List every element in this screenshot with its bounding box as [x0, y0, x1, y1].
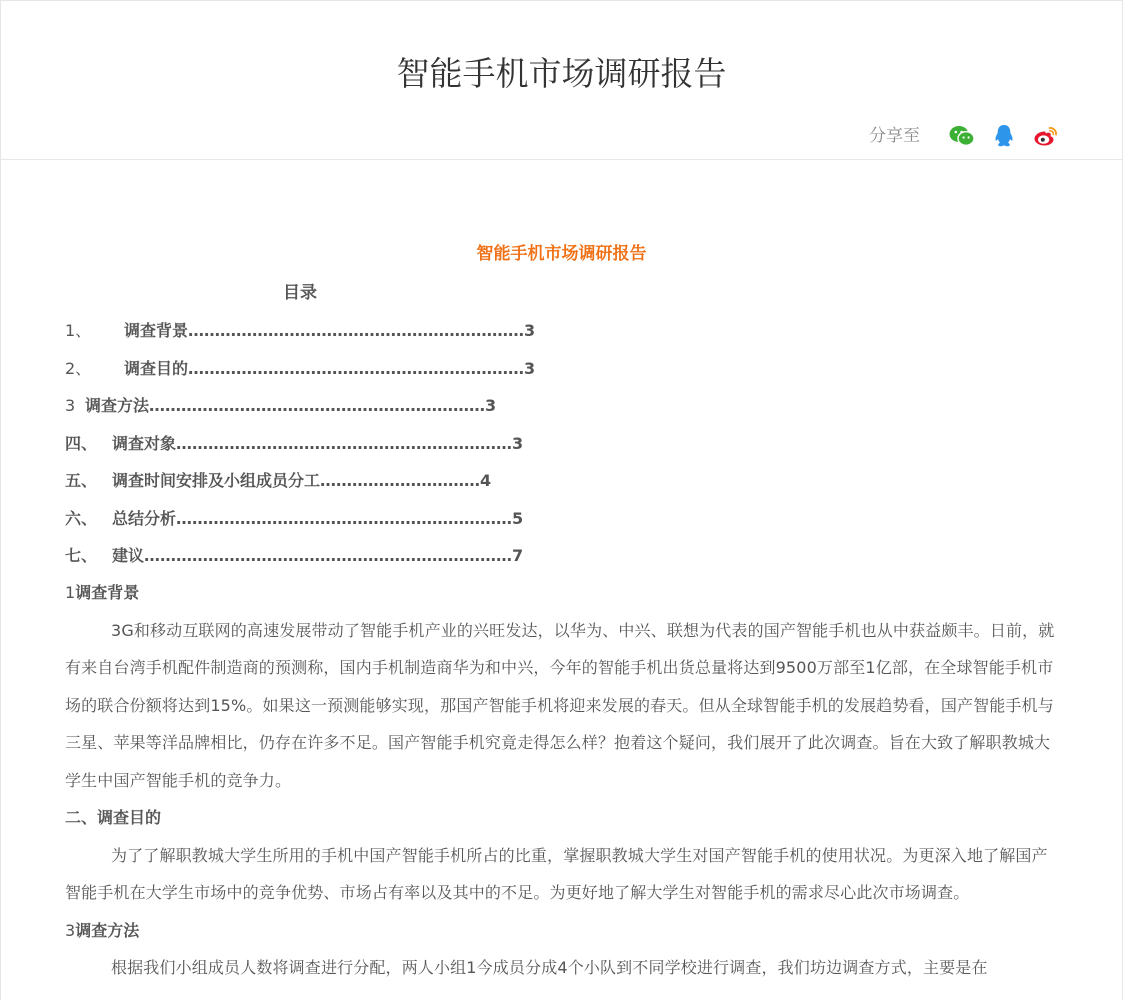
page-title: 智能手机市场调研报告 — [396, 54, 727, 93]
toc-item-number: 3 — [65, 396, 76, 415]
toc-item — [65, 357, 1058, 395]
toc-item — [65, 469, 1058, 507]
toc-item-number: 四、 — [65, 433, 98, 453]
toc-item-text: 调查方法………………………………………………………3 — [85, 396, 497, 415]
toc-item-number: 七、 — [65, 546, 98, 565]
section-title: 二、调查目的 — [65, 808, 162, 827]
section-paragraph: 根据我们小组成员人数将调查进行分配，两人小组1今成员分成4个小队到不同学校进行调查，我们坊边调查方式，主要是在 — [111, 958, 988, 977]
toc-item — [65, 432, 1058, 470]
section-number: 1 — [65, 583, 76, 602]
toc-item-number: 六、 — [65, 508, 98, 528]
toc-item — [65, 319, 1058, 357]
share-label: 分享至 — [869, 126, 920, 146]
toc-item-number: 1、 — [65, 321, 92, 340]
toc-heading: 目录 — [283, 283, 317, 303]
toc-item-text: 调查背景………………………………………………………3 — [124, 321, 536, 340]
qq-icon[interactable] — [990, 122, 1018, 150]
document-title: 智能手机市场调研报告 — [476, 244, 647, 264]
toc-item-number: 五、 — [65, 471, 98, 490]
share-bar — [869, 121, 1060, 151]
section-paragraph: 3G和移动互联网的高速发展带动了智能手机产业的兴旺发达，以华为、中兴、联想为代表的国产智能手机也从中获益颇丰。日前，就有来自台湾手机配件制造商的预测称，国内手机制造商华为和中兴，今年的智能手机出货总量将达到9500万部至1亿部，在全球智能手机市场的联合份额将达到15%。如果这一预测能够实现，那国产智能手机将迎来发展的春天。但从全球智能手机的发展趋势看，国产智能手机与三星、苹果等洋品牌相比，仍存在许多不足。国产智能手机究竟走得怎么样？抱着这个疑问，我们展开了此次调查。旨在大致了解职教城大学生中国产智能手机的竞争力。 — [65, 620, 1055, 790]
toc-item-text: 建议……………………………………………………………7 — [112, 546, 524, 565]
article-header — [1, 1, 1122, 160]
weibo-icon[interactable] — [1032, 122, 1060, 150]
toc-item-text: 总结分析………………………………………………………5 — [112, 508, 524, 528]
toc-item-text: 调查时间安排及小组成员分工…………………………4 — [112, 471, 492, 490]
toc-item — [65, 544, 1058, 582]
document-body — [65, 581, 1058, 994]
toc-item — [65, 507, 1058, 545]
section-title: 调查背景 — [75, 583, 140, 602]
section-number: 3 — [65, 920, 76, 940]
section-title: 调查方法 — [75, 920, 140, 940]
toc-item-text: 调查对象………………………………………………………3 — [112, 433, 524, 453]
table-of-contents — [65, 319, 1058, 582]
wechat-icon[interactable] — [948, 122, 976, 150]
section-paragraph: 为了了解职教城大学生所用的手机中国产智能手机所占的比重，掌握职教城大学生对国产智能手机的使用状况。为更深入地了解国产智能手机在大学生市场中的竞争优势、市场占有率以及其中的不足。为更好地了解大学生对智能手机的需求尽心此次市场调查。 — [65, 845, 1048, 902]
toc-item — [65, 394, 1058, 432]
toc-item-number: 2、 — [65, 358, 92, 378]
toc-item-text: 调查目的………………………………………………………3 — [124, 358, 536, 378]
